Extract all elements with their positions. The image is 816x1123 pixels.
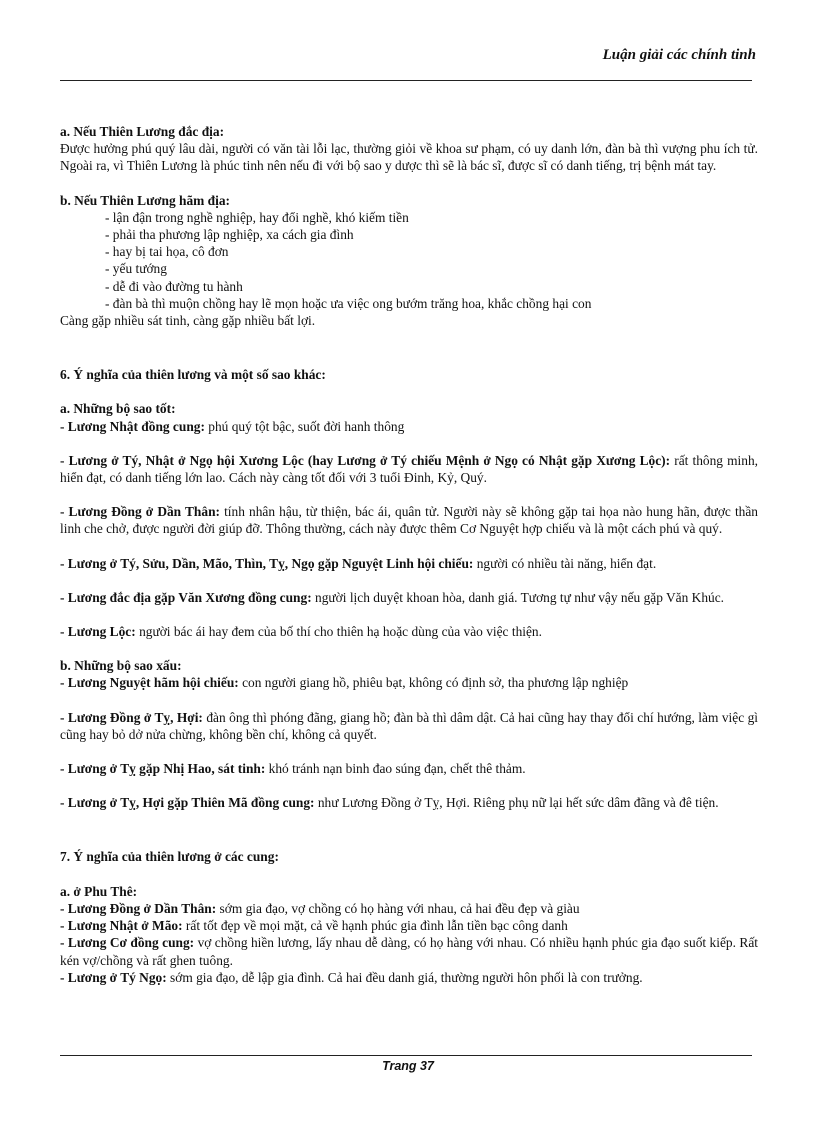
entry bbox=[60, 934, 758, 968]
section-heading: 6. Ý nghĩa của thiên lương và một số sao khác: bbox=[60, 367, 326, 383]
entry-text: tính nhân hậu, từ thiện, bác ái, quân tử. Người này sẽ không gặp tai họa nào hung hãn, được thần linh che chở, được người đời giúp đỡ. Thông thường, cách này được thêm Cơ Nguyệt hợp chiếu và là một cách phú và quý. bbox=[60, 504, 758, 537]
entry-label: - Lương Cơ đồng cung: bbox=[60, 935, 195, 951]
entry bbox=[60, 969, 758, 986]
entry bbox=[60, 503, 758, 537]
entry bbox=[60, 452, 758, 486]
list-item: - dễ đi vào đường tu hành bbox=[105, 278, 243, 294]
footer-divider bbox=[60, 1055, 752, 1056]
entry-label: - Lương ở Tý, Sửu, Dần, Mão, Thìn, Tỵ, Ngọ gặp Nguyệt Linh hội chiếu: bbox=[60, 555, 474, 571]
entry-text: vợ chồng hiền lương, lấy nhau dễ dàng, có họ hàng với nhau. Có nhiều hạnh phúc gia đạo suốt kiếp. Rất kén vợ/chồng và rất ghen tuông. bbox=[60, 935, 758, 968]
entry-text: sớm gia đạo, vợ chồng có họ hàng với nhau, cả hai đều đẹp và giàu bbox=[216, 900, 580, 916]
entry-label: - Lương Nguyệt hãm hội chiếu: bbox=[60, 675, 239, 691]
entry-text: con người giang hồ, phiêu bạt, không có định sở, tha phương lập nghiệp bbox=[238, 675, 629, 691]
entry bbox=[60, 418, 758, 435]
entry-label: - Lương Lộc: bbox=[60, 624, 136, 640]
list-item: - hay bị tai họa, cô đơn bbox=[105, 244, 229, 260]
entry bbox=[60, 760, 758, 777]
entry-label: - Lương ở Tỵ, Hợi gặp Thiên Mã đồng cung: bbox=[60, 795, 315, 811]
entry bbox=[60, 674, 758, 691]
entry bbox=[60, 917, 758, 934]
entry-text: rất thông minh, hiển đạt, có danh tiếng lớn lao. Cách này càng tốt đối với 3 tuổi Đinh, Kỷ, Quý. bbox=[60, 452, 759, 486]
entry bbox=[60, 555, 758, 572]
list-item: - phải tha phương lập nghiệp, xa cách gia đình bbox=[105, 227, 354, 243]
entry-label: - Lương ở Tý Ngọ: bbox=[60, 969, 167, 985]
entry-text: người lịch duyệt khoan hòa, danh giá. Tương tự như vậy nếu gặp Văn Khúc. bbox=[311, 589, 725, 605]
entry-label: - Lương Đồng ở Dần Thân: bbox=[60, 900, 217, 916]
entry-text: người có nhiều tài năng, hiển đạt. bbox=[473, 555, 657, 571]
entry bbox=[60, 623, 758, 640]
entry-label: - Lương Nhật đồng cung: bbox=[60, 418, 205, 434]
entry-label: - Lương đắc địa gặp Văn Xương đồng cung: bbox=[60, 589, 312, 605]
entry bbox=[60, 900, 758, 917]
list-item: - đàn bà thì muộn chồng hay lẽ mọn hoặc ưa việc ong bướm trăng hoa, khắc chồng hại con bbox=[105, 295, 592, 311]
entry-label: - Lương ở Tý, Nhật ở Ngọ hội Xương Lộc (hay Lương ở Tý chiếu Mệnh ở Ngọ có Nhật gặp Xương Lộc): bbox=[60, 452, 671, 468]
paragraph: Càng gặp nhiều sát tinh, càng gặp nhiều bất lợi. bbox=[60, 313, 316, 329]
section-heading: 7. Ý nghĩa của thiên lương ở các cung: bbox=[60, 849, 279, 865]
entry-label: - Lương Đồng ở Dần Thân: bbox=[60, 504, 220, 520]
header-divider bbox=[60, 80, 752, 81]
entry bbox=[60, 589, 758, 606]
list-item: - yếu tướng bbox=[105, 261, 167, 277]
section-heading: b. Nếu Thiên Lương hãm địa: bbox=[60, 192, 230, 208]
entry-text: rất tốt đẹp về mọi mặt, cả về hạnh phúc gia đình lẫn tiền bạc công danh bbox=[182, 918, 568, 934]
entry-text: đàn ông thì phóng đãng, giang hồ; đàn bà thì dâm dật. Cả hai cũng hay thay đổi chí hướng, làm việc gì cũng hay bỏ dở nửa chừng, không bền chí, không cả quyết. bbox=[60, 709, 759, 742]
entry-label: - Lương Đồng ở Tỵ, Hợi: bbox=[60, 709, 203, 725]
page-number: Trang 37 bbox=[382, 1059, 434, 1073]
list-item: - lận đận trong nghề nghiệp, hay đổi nghề, khó kiếm tiền bbox=[105, 209, 409, 225]
sub-heading: b. Những bộ sao xấu: bbox=[60, 658, 182, 674]
entry-label: - Lương Nhật ở Mão: bbox=[60, 918, 183, 934]
entry-text: sớm gia đạo, dễ lập gia đình. Cả hai đều danh giá, thường người hôn phối là con trưởng. bbox=[166, 969, 643, 985]
entry bbox=[60, 794, 758, 811]
entry-text: như Lương Đồng ở Tỵ, Hợi. Riêng phụ nữ lại hết sức dâm đãng và đê tiện. bbox=[314, 795, 719, 811]
section-heading: a. Nếu Thiên Lương đắc địa: bbox=[60, 124, 225, 139]
sub-heading: a. Những bộ sao tốt: bbox=[60, 401, 176, 417]
paragraph: Được hưởng phú quý lâu dài, người có văn tài lỗi lạc, thường giỏi về khoa sư phạm, có uy danh lớn, đàn bà thì vượng phu ích tử. Ngoài ra, vì Thiên Lương là phúc tinh nên nếu đi với bộ sao y dược thì sẽ là bác sĩ, được sĩ có danh tiếng, trị bệnh mát tay. bbox=[60, 141, 758, 174]
page-content bbox=[60, 123, 758, 986]
entry bbox=[60, 709, 758, 743]
entry-text: khó tránh nạn binh đao súng đạn, chết thê thảm. bbox=[265, 761, 526, 777]
entry-label: - Lương ở Tỵ gặp Nhị Hao, sát tinh: bbox=[60, 761, 266, 777]
entry-text: phú quý tột bậc, suốt đời hanh thông bbox=[204, 418, 405, 434]
sub-heading: a. ở Phu Thê: bbox=[60, 883, 138, 899]
entry-text: người bác ái hay đem của bố thí cho thiên hạ hoặc dùng của vào việc thiện. bbox=[135, 624, 542, 640]
header-title: Luận giải các chính tinh bbox=[602, 47, 756, 63]
